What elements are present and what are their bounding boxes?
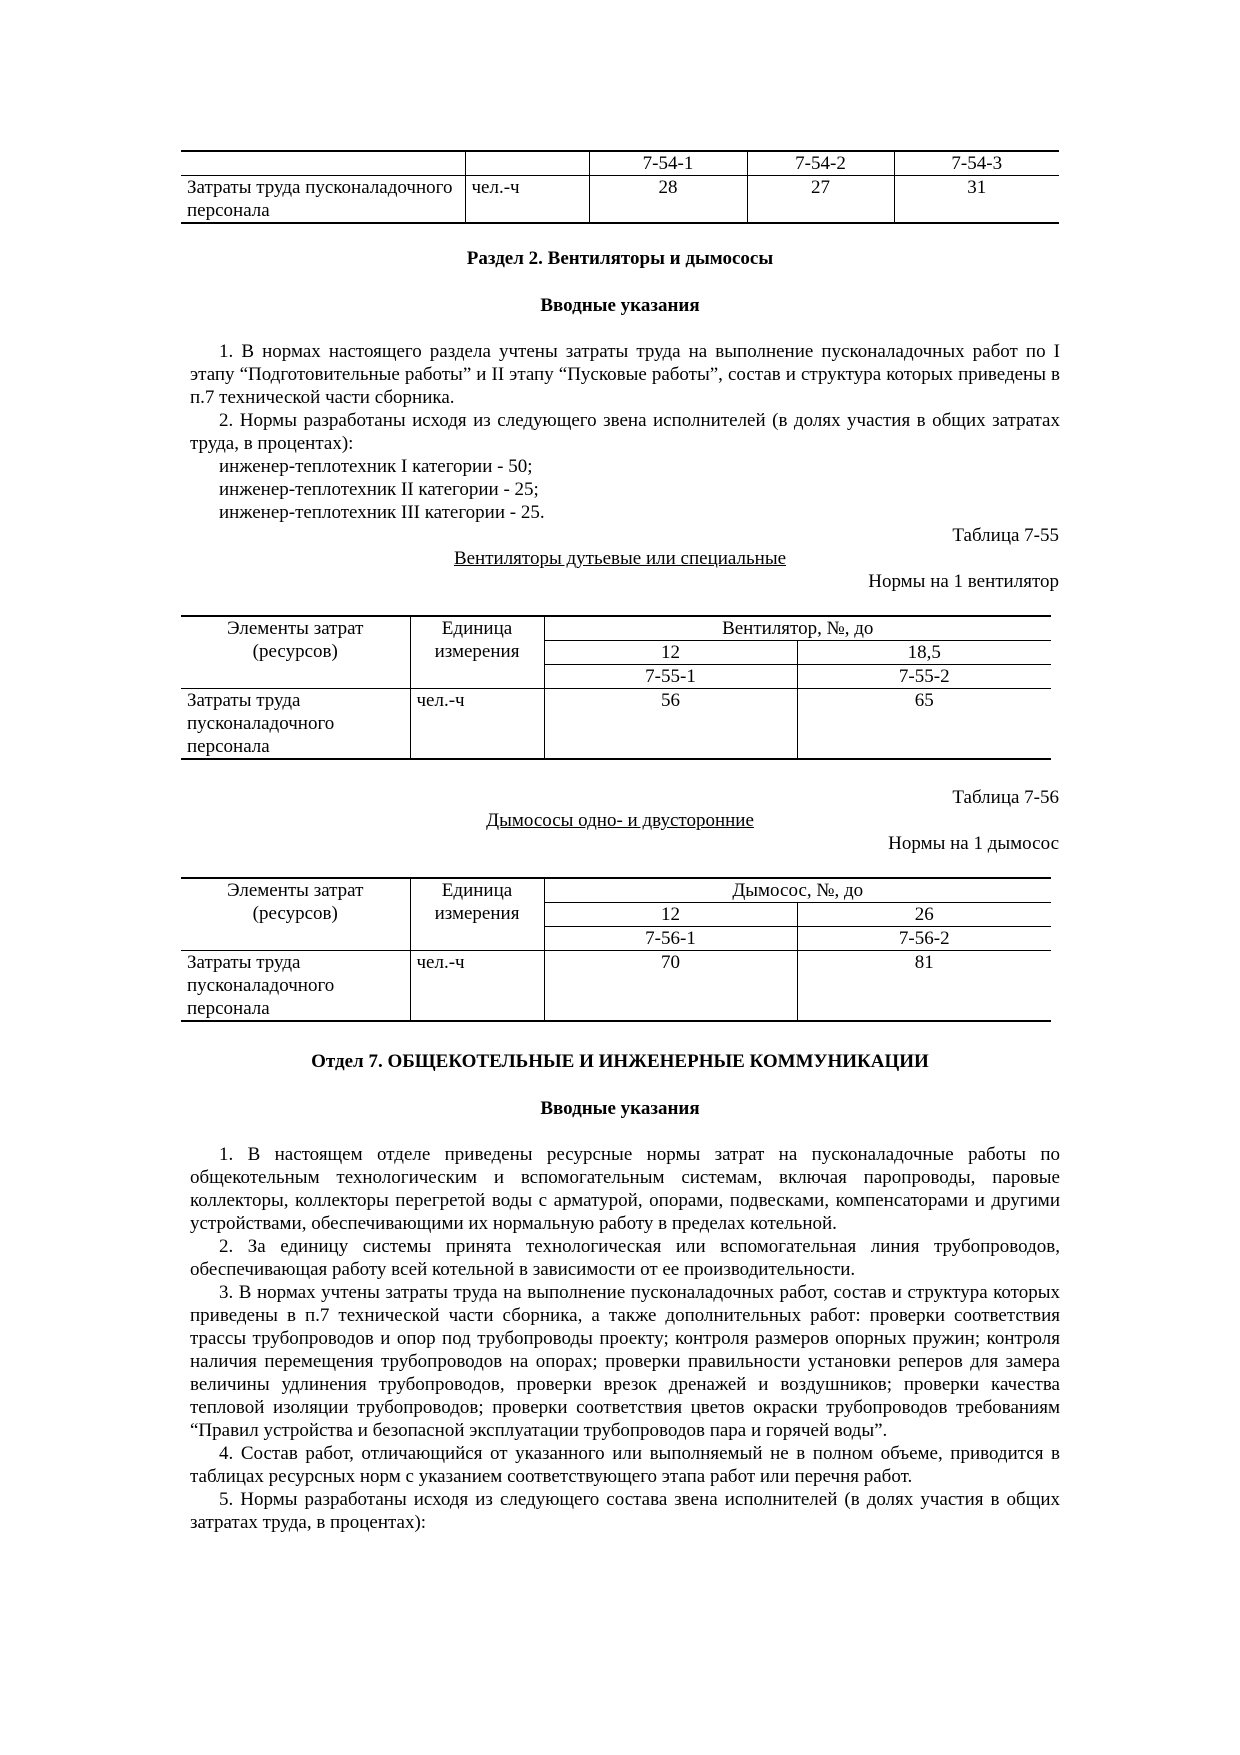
header-code: 7-55-2 xyxy=(797,665,1051,689)
paragraph: 1. В нормах настоящего раздела учтены затраты труда на выполнение пусконаладочных работ по I этапу “Подготовительные работы” и II этапу “Пусковые работы”, состав и структура которых приведены в п.7 технической части сборника. xyxy=(190,341,1060,408)
table-caption: Вентиляторы дутьевые или специальные xyxy=(453,548,787,569)
row-value: 31 xyxy=(894,176,1059,224)
paragraph: 2. За единицу системы принята технологическая или вспомогательная линия трубопроводов, обеспечивающая работу всей котельной в зависимости от ее производительности. xyxy=(190,1236,1060,1280)
dept7-body xyxy=(190,1143,1060,1534)
row-value: 56 xyxy=(544,689,797,760)
table-header-row xyxy=(181,151,1059,176)
staff-item: инженер-теплотехник I категории - 50; xyxy=(219,456,533,477)
table-caption: Дымососы одно- и двусторонние xyxy=(486,810,754,831)
intro-title: Вводные указания xyxy=(540,1098,700,1119)
header-elements: Элементы затрат (ресурсов) xyxy=(181,878,410,951)
header-code: 7-55-1 xyxy=(544,665,797,689)
header-size: 26 xyxy=(797,903,1051,927)
paragraph: 4. Состав работ, отличающийся от указанного или выполняемый не в полном объеме, приводится в таблицах ресурсных норм с указанием соответствующего этапа работ или перечня работ. xyxy=(190,1443,1060,1487)
table-row xyxy=(181,176,1059,224)
section2-body xyxy=(190,340,1060,524)
header-size: 12 xyxy=(544,903,797,927)
row-value: 65 xyxy=(797,689,1051,760)
table-row xyxy=(181,689,1051,760)
staff-item: инженер-теплотехник II категории - 25; xyxy=(219,479,539,500)
row-value: 70 xyxy=(544,951,797,1022)
section-title: Раздел 2. Вентиляторы и дымососы xyxy=(466,248,774,269)
header-group: Дымосос, №, до xyxy=(544,878,1051,903)
header-unit: Единица измерения xyxy=(410,616,544,689)
header-group: Вентилятор, №, до xyxy=(544,616,1051,641)
header-unit: Единица измерения xyxy=(410,878,544,951)
table-7-54-continuation xyxy=(181,150,1059,224)
table-row xyxy=(181,951,1051,1022)
header-size: 18,5 xyxy=(797,641,1051,665)
row-unit: чел.-ч xyxy=(410,689,544,760)
table-number: Таблица 7-56 xyxy=(952,787,1059,808)
row-label: Затраты труда пусконаладочного персонала xyxy=(181,176,465,224)
row-unit: чел.-ч xyxy=(465,176,589,224)
table-number: Таблица 7-55 xyxy=(952,525,1059,546)
table-code-cell: 7-54-2 xyxy=(747,151,894,176)
header-code: 7-56-2 xyxy=(797,927,1051,951)
paragraph: 3. В нормах учтены затраты труда на выполнение пусконаладочных работ, состав и структура которых приведены в п.7 технической части сборника, а также дополнительных работ: проверки соответствия трассы трубопроводов и опор под трубопроводы проекту; контроля размеров опорных пружин; контроля наличия перемещения трубопроводов на опорах; проверки правильности установки реперов для замера величины удлинения трубопроводов, проверки врезок дренажей и воздушников; проверки качества тепловой изоляции трубопроводов; проверки соответствия цветов окраски трубопроводов требованиям “Правил устройства и безопасной эксплуатации трубопроводов пара и горячей воды”. xyxy=(190,1282,1060,1441)
department-title: Отдел 7. ОБЩЕКОТЕЛЬНЫЕ И ИНЖЕНЕРНЫЕ КОММУНИКАЦИИ xyxy=(311,1051,929,1072)
table-norm-note: Нормы на 1 вентилятор xyxy=(868,571,1059,592)
row-unit: чел.-ч xyxy=(410,951,544,1022)
table-7-55 xyxy=(181,615,1051,760)
header-code: 7-56-1 xyxy=(544,927,797,951)
intro-title: Вводные указания xyxy=(540,295,700,316)
row-value: 81 xyxy=(797,951,1051,1022)
header-elements: Элементы затрат (ресурсов) xyxy=(181,616,410,689)
header-size: 12 xyxy=(544,641,797,665)
paragraph: 5. Нормы разработаны исходя из следующего состава звена исполнителей (в долях участия в общих затратах труда, в процентах): xyxy=(190,1489,1060,1533)
paragraph: 1. В настоящем отделе приведены ресурсные нормы затрат на пусконаладочные работы по общекотельным технологическим и вспомогательным системам, включая паропроводы, паровые коллекторы, коллекторы перегретой воды с арматурой, опорами, подвесками, компенсаторами и другими устройствами, обеспечивающими их нормальную работу в пределах котельной. xyxy=(190,1144,1060,1234)
staff-item: инженер-теплотехник III категории - 25. xyxy=(219,502,545,523)
row-label: Затраты труда пусконаладочного персонала xyxy=(181,689,410,760)
row-label: Затраты труда пусконаладочного персонала xyxy=(181,951,410,1022)
row-value: 28 xyxy=(589,176,747,224)
paragraph: 2. Нормы разработаны исходя из следующего звена исполнителей (в долях участия в общих затратах труда, в процентах): xyxy=(190,410,1060,454)
row-value: 27 xyxy=(747,176,894,224)
table-code-cell: 7-54-3 xyxy=(894,151,1059,176)
table-7-56 xyxy=(181,877,1051,1022)
table-code-cell: 7-54-1 xyxy=(589,151,747,176)
table-norm-note: Нормы на 1 дымосос xyxy=(888,833,1059,854)
